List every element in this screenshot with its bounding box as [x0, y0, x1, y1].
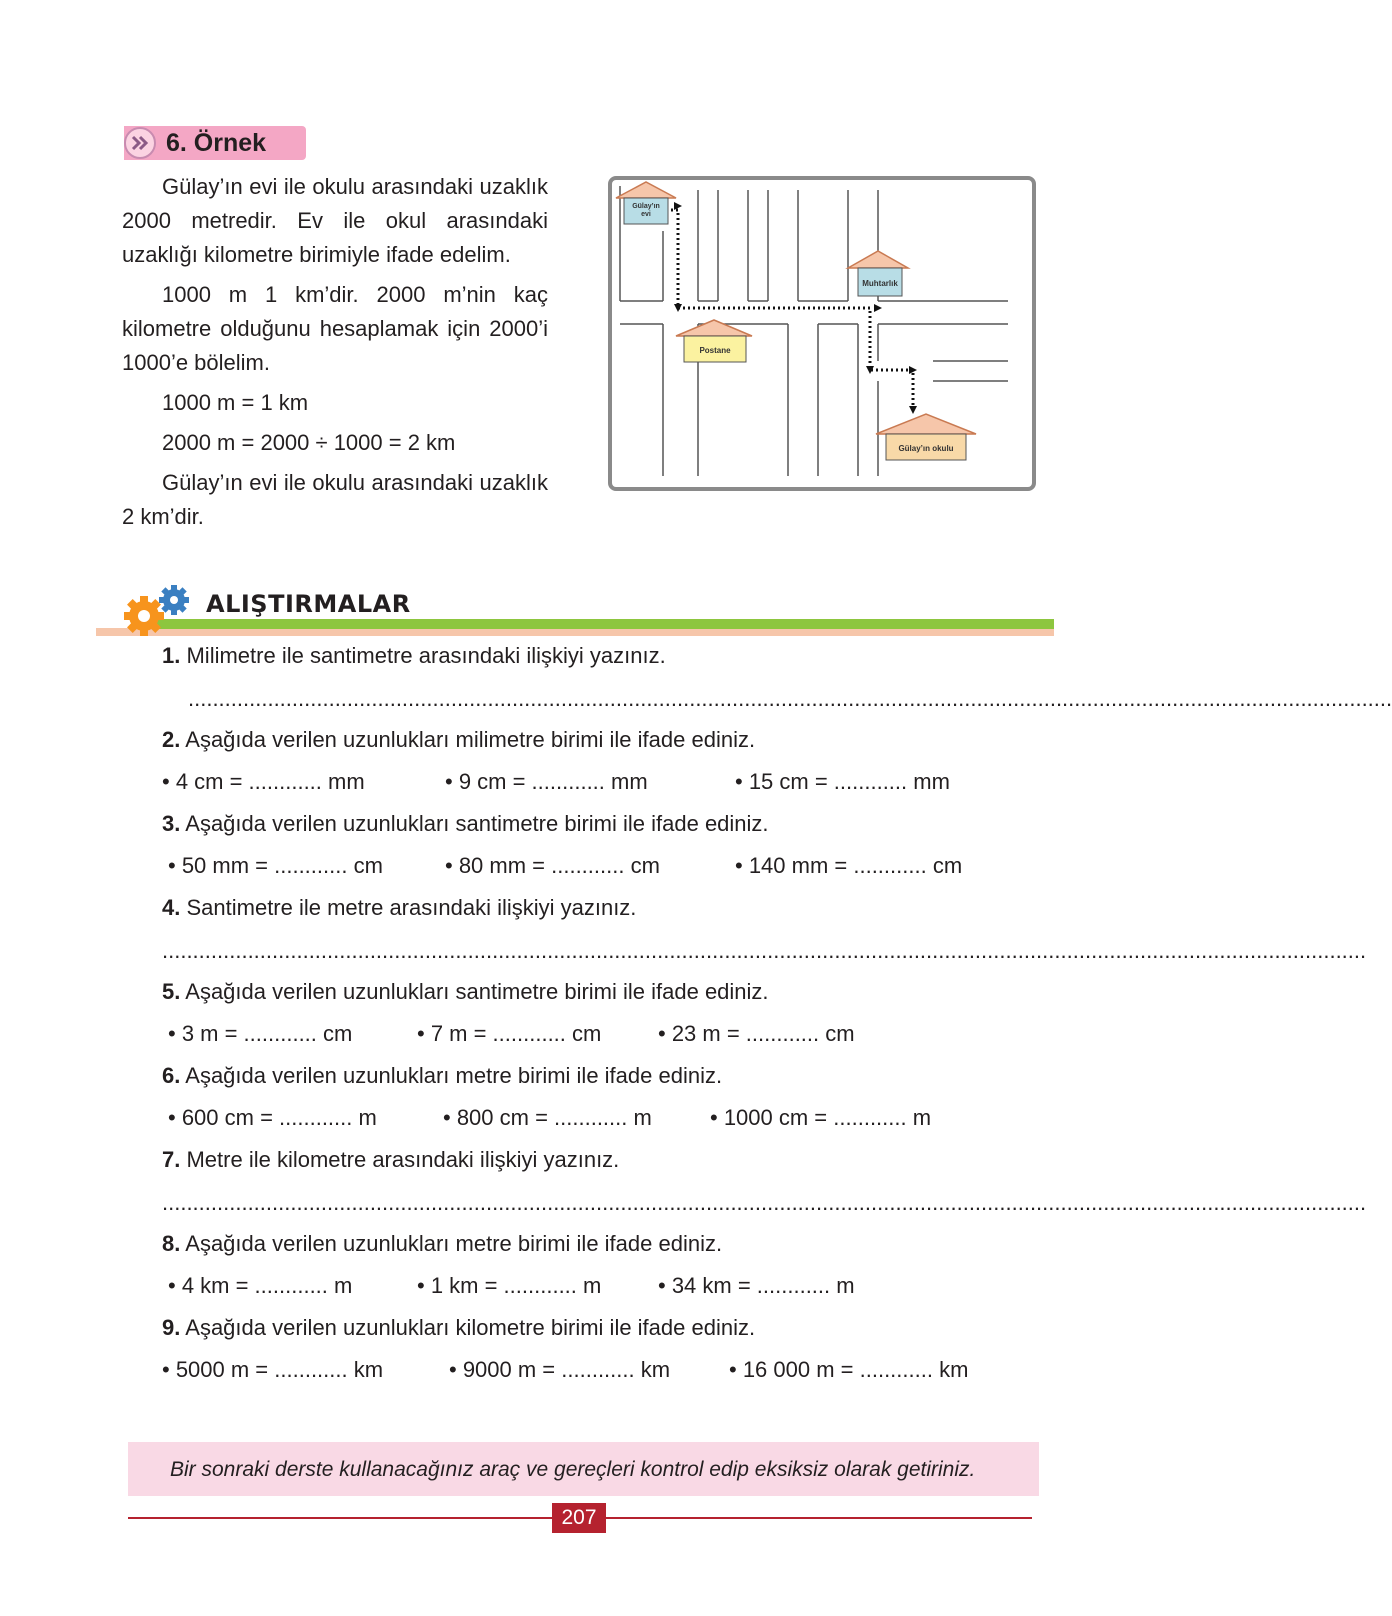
- q8-item: • 4 km = ............ m: [168, 1273, 353, 1298]
- q6-item: • 600 cm = ............ m: [168, 1105, 377, 1130]
- route-map: [608, 176, 1036, 491]
- question-number: 1.: [162, 643, 181, 668]
- double-chevron-icon: [124, 127, 156, 159]
- school-label: Gülay’ın okulu: [898, 444, 954, 453]
- question-text: Metre ile kilometre arasındaki ilişkiyi yazınız.: [186, 1147, 620, 1172]
- question-text: Milimetre ile santimetre arasındaki ilişkiyi yazınız.: [186, 643, 666, 668]
- q9-item: • 16 000 m = ............ km: [729, 1357, 969, 1382]
- exercises-divider-pink: [96, 628, 1054, 636]
- question-text: Aşağıda verilen uzunlukları metre birimi ile ifade ediniz.: [185, 1063, 723, 1088]
- question-text: Santimetre ile metre arasındaki ilişkiyi yazınız.: [186, 895, 637, 920]
- home-label-2: evi: [641, 211, 651, 218]
- q2-item: • 9 cm = ............ mm: [445, 769, 648, 794]
- q9-item: • 9000 m = ............ km: [449, 1357, 671, 1382]
- q2-item: • 15 cm = ............ mm: [735, 769, 950, 794]
- example-equation: 1000 m = 1 km: [162, 390, 309, 415]
- q3-item: • 50 mm = ............ cm: [168, 853, 383, 878]
- q8-item: • 1 km = ............ m: [417, 1273, 602, 1298]
- postane-label: Postane: [699, 346, 731, 355]
- answer-line[interactable]: .....................................................................................................................................................................................................: [162, 1190, 1367, 1215]
- answer-line[interactable]: .....................................................................................................................................................................................................: [162, 938, 1367, 963]
- question-7: [162, 1145, 619, 1175]
- q2-item: • 4 cm = ............ mm: [162, 769, 365, 794]
- question-text: Aşağıda verilen uzunlukları metre birimi ile ifade ediniz.: [185, 1231, 723, 1256]
- question-text: Aşağıda verilen uzunlukları milimetre birimi ile ifade ediniz.: [185, 727, 756, 752]
- q5-item: • 3 m = ............ cm: [168, 1021, 353, 1046]
- example-text: [122, 170, 548, 540]
- example-paragraph: Gülay’ın evi ile okulu arasındaki uzaklık 2 km’dir.: [122, 470, 548, 529]
- question-1: [162, 641, 666, 671]
- question-3: [162, 809, 769, 839]
- example-equation: 2000 m = 2000 ÷ 1000 = 2 km: [162, 430, 456, 455]
- q8-item: • 34 km = ............ m: [658, 1273, 855, 1298]
- example-paragraph: Gülay’ın evi ile okulu arasındaki uzaklık 2000 metredir. Ev ile okul arasındaki uzaklığı kilometre birimiyle ifade edelim.: [122, 174, 548, 267]
- exercises-divider-green: [150, 619, 1054, 629]
- question-5: [162, 977, 769, 1007]
- q5-item: • 7 m = ............ cm: [417, 1021, 602, 1046]
- question-text: Aşağıda verilen uzunlukları kilometre birimi ile ifade ediniz.: [185, 1315, 756, 1340]
- question-text: Aşağıda verilen uzunlukları santimetre birimi ile ifade ediniz.: [185, 979, 769, 1004]
- q3-item: • 80 mm = ............ cm: [445, 853, 660, 878]
- question-8: [162, 1229, 722, 1259]
- q6-item: • 1000 cm = ............ m: [710, 1105, 932, 1130]
- question-number: 5.: [162, 979, 181, 1004]
- q9-item: • 5000 m = ............ km: [162, 1357, 384, 1382]
- example-title: 6. Örnek: [166, 129, 267, 157]
- q3-item: • 140 mm = ............ cm: [735, 853, 963, 878]
- question-6: [162, 1061, 722, 1091]
- question-number: 6.: [162, 1063, 181, 1088]
- question-number: 7.: [162, 1147, 181, 1172]
- exercises-title: ALIŞTIRMALAR: [206, 590, 411, 618]
- question-number: 3.: [162, 811, 181, 836]
- q6-item: • 800 cm = ............ m: [443, 1105, 652, 1130]
- question-text: Aşağıda verilen uzunlukları santimetre birimi ile ifade ediniz.: [185, 811, 769, 836]
- q5-item: • 23 m = ............ cm: [658, 1021, 855, 1046]
- gears-icon: [124, 586, 194, 636]
- home-label-1: Gülay’ın: [632, 203, 660, 210]
- answer-line[interactable]: .....................................................................................................................................................................................................: [188, 686, 1392, 711]
- page-number: 207: [561, 1506, 597, 1529]
- question-number: 2.: [162, 727, 181, 752]
- question-number: 4.: [162, 895, 181, 920]
- muhtarlik-label: Muhtarlık: [862, 279, 898, 288]
- note-text: Bir sonraki derste kullanacağınız araç ve gereçleri kontrol edip eksiksiz olarak getiriniz.: [170, 1458, 976, 1481]
- question-9: [162, 1313, 755, 1343]
- question-4: [162, 893, 636, 923]
- question-number: 8.: [162, 1231, 181, 1256]
- question-2: [162, 725, 755, 755]
- example-paragraph: 1000 m 1 km’dir. 2000 m’nin kaç kilometre olduğunu hesaplamak için 2000’i 1000’e bölelim.: [122, 282, 548, 375]
- question-number: 9.: [162, 1315, 181, 1340]
